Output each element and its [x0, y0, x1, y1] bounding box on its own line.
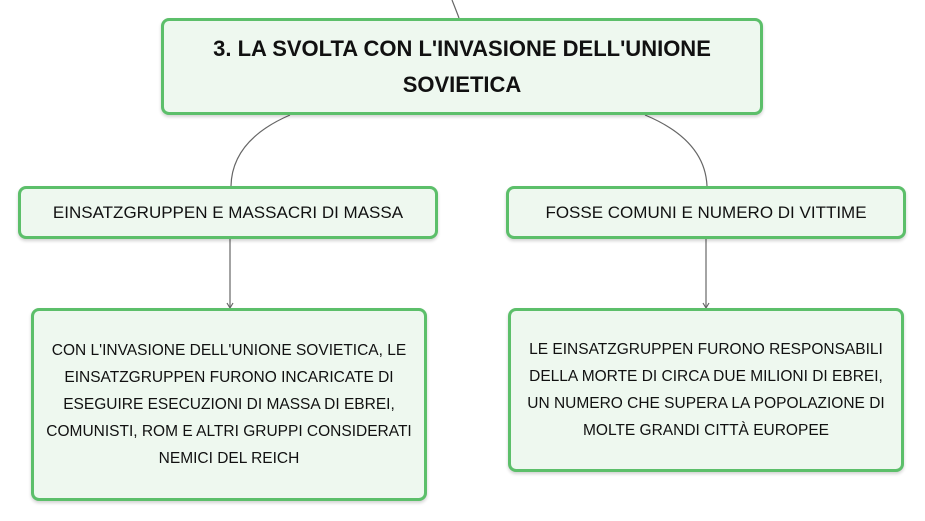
detail-node-einsatzgruppen[interactable] [31, 308, 427, 501]
topic-node-einsatzgruppen[interactable] [18, 186, 438, 239]
topic-node-fosse-comuni[interactable] [506, 186, 906, 239]
topic-node-label: EINSATZGRUPPEN E MASSACRI DI MASSA [52, 202, 404, 222]
detail-node-text: CON L'INVASIONE DELL'UNIONE SOVIETICA, LE EINSATZGRUPPEN FURONO INCARICATE DI ESEGUIRE ESECUZIONI DI MASSA DI EBREI, COMUNISTI, ROM E ALTRI GRUPPI CONSIDERATI NEMICI DEL REICH [46, 342, 412, 467]
connector-root-to-right-topic [645, 115, 707, 186]
detail-node-fosse-comuni[interactable] [508, 308, 904, 472]
root-node[interactable] [161, 18, 763, 115]
connector-root-to-left-topic [231, 115, 290, 186]
connector-parent-to-root [452, 0, 459, 18]
detail-node-text: LE EINSATZGRUPPEN FURONO RESPONSABILI DELLA MORTE DI CIRCA DUE MILIONI DI EBREI, UN NUMERO CHE SUPERA LA POPOLAZIONE DI MOLTE GRANDI CITTÀ EUROPEE [527, 341, 885, 439]
root-node-label: 3. LA SVOLTA CON L'INVASIONE DELL'UNIONE SOVIETICA [213, 35, 711, 97]
topic-node-label: FOSSE COMUNI E NUMERO DI VITTIME [545, 202, 867, 222]
